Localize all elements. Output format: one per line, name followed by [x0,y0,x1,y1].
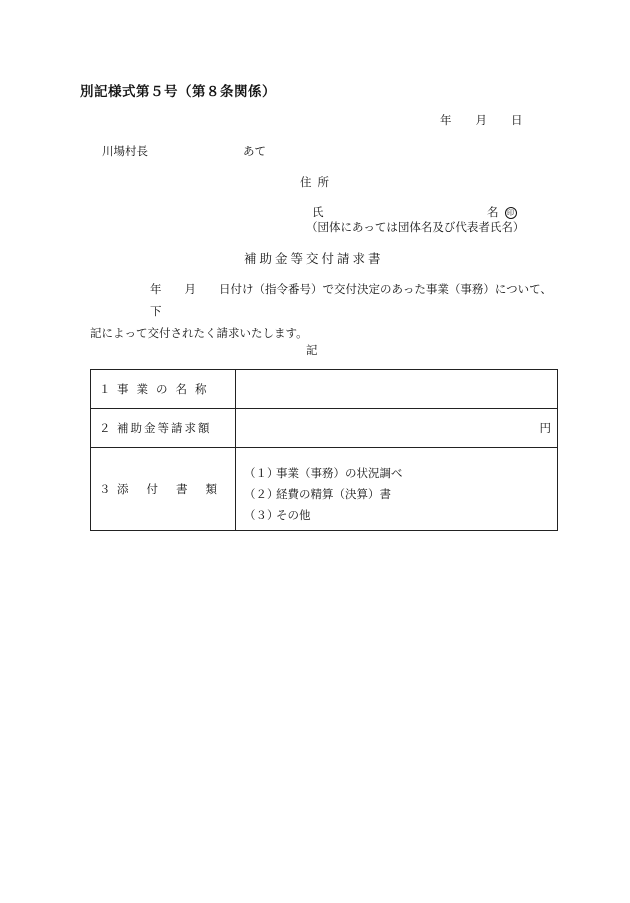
row-number: ３ [99,482,111,496]
request-body [90,278,555,344]
seal-icon: 印 [505,207,517,219]
list-item: （３）その他 [244,507,311,522]
yen-unit: 円 [539,421,551,435]
table-row [91,448,558,531]
date-line [440,112,523,128]
request-body-line-2: 記によって交付されたく請求いたします。 [90,326,308,340]
request-amount-value[interactable] [236,409,558,448]
row-number: ２ [99,421,111,435]
row-label-text: 添付書類 [117,482,235,496]
row-label-project-name [91,370,236,409]
address-label: 住所 [300,175,335,189]
list-item: （２）経費の精算（決算）書 [244,486,391,501]
name-label-right-text: 名 [487,205,499,219]
date-day-label: 日 [511,113,523,127]
row-label-text: 事業の名称 [117,382,215,396]
project-name-value[interactable] [236,370,558,409]
name-label-left: 氏 [312,205,324,219]
form-identifier: 別記様式第５号（第８条関係） [80,84,276,100]
request-body-line-1: 年 月 日付け（指令番号）で交付決定のあった事業（事務）について、下 [150,282,552,318]
row-number: １ [99,382,111,396]
ki-heading: 記 [306,343,318,357]
recipient-name: 川場村長 [102,144,148,158]
document-title: 補助金等交付請求書 [244,251,384,266]
name-label-right [487,204,517,220]
name-note: （団体にあっては団体名及び代表者氏名） [306,220,525,234]
table-row [91,409,558,448]
recipient-suffix: あて [243,144,266,158]
attachments-value [236,448,558,531]
row-label-attachments [91,448,236,531]
date-year-label: 年 [440,113,452,127]
list-item: （１）事業（事務）の状況調べ [244,465,403,480]
date-month-label: 月 [475,113,487,127]
row-label-text: 補助金等請求額 [117,421,212,435]
row-label-request-amount [91,409,236,448]
attachments-list [236,453,557,526]
table-row [91,370,558,409]
request-items-table [90,369,558,531]
